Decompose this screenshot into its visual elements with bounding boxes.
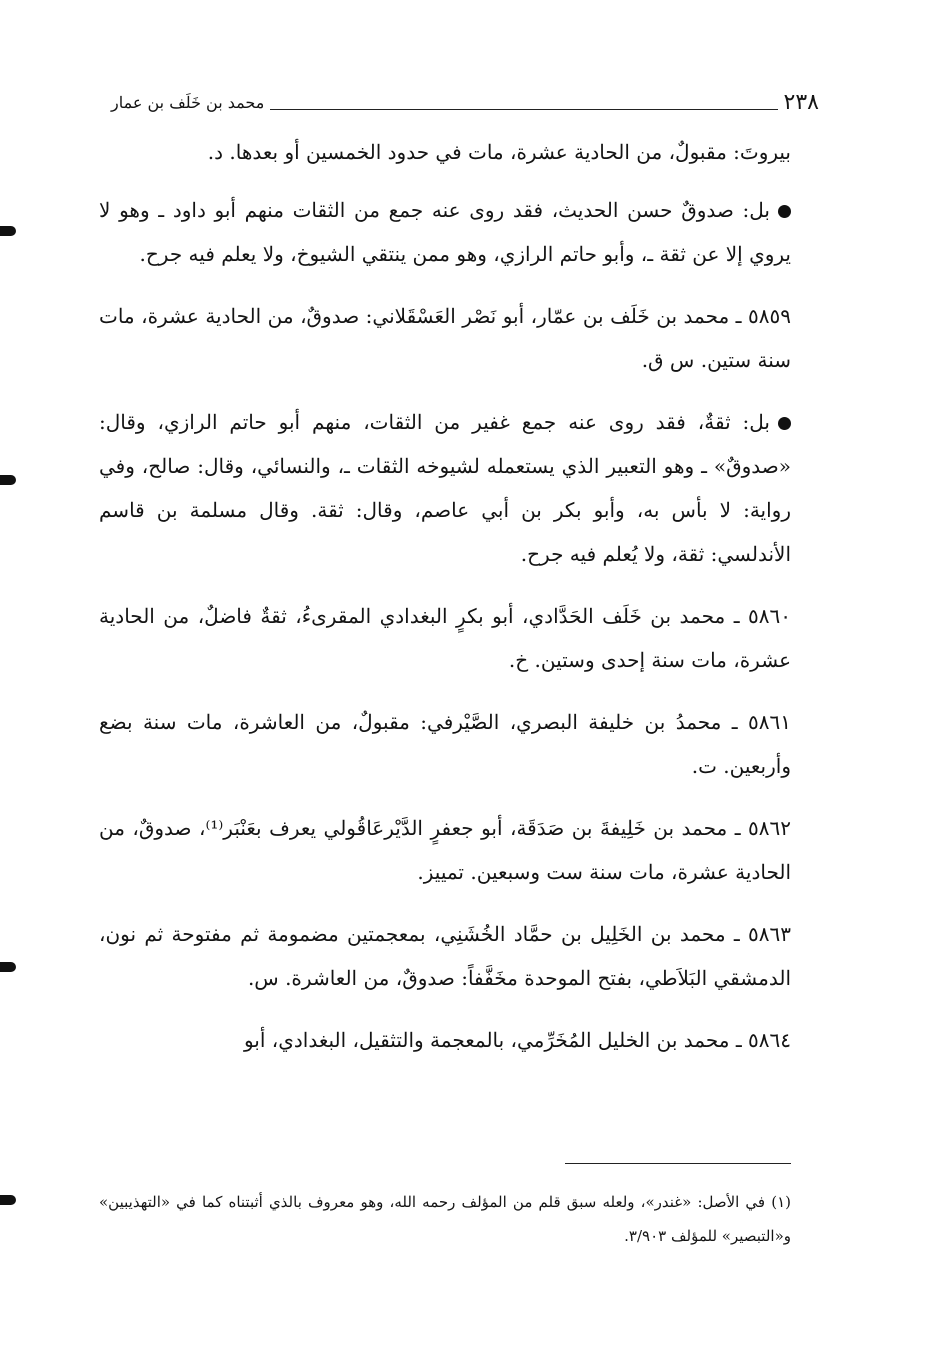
- paragraph-text: ٥٨٥٩ ـ محمد بن خَلَف بن عمّار، أبو نَصْر العَسْقَلاني: صدوقٌ، من الحادية عشرة، مات سنة ستين. س ق.: [99, 304, 791, 372]
- paragraph-annotation: [99, 400, 791, 576]
- entry-5860: [99, 594, 791, 682]
- entry-5863: [99, 912, 791, 1000]
- paragraph-text: ٥٨٦١ ـ محمدُ بن خليفة البصري، الصَّيْرفي: مقبولٌ، من العاشرة، مات سنة بضع وأربعين. ت.: [99, 710, 791, 778]
- header-rule: [270, 109, 777, 110]
- scan-edge-mark: [0, 1195, 16, 1205]
- footnote-rule: [565, 1163, 791, 1164]
- bullet-icon: [778, 417, 791, 430]
- paragraph-text: ٥٨٦٤ ـ محمد بن الخليل المُخَرِّمي، بالمعجمة والتثقيل، البغدادي، أبو: [243, 1028, 791, 1052]
- paragraph-text: بل: صدوقٌ حسن الحديث، فقد روى عنه جمع من الثقات منهم أبو داود ـ وهو لا يروي إلا عن ثقة ـ، وأبو حاتم الرازي، وهو ممن ينتقي الشيوخ، ولا يعلم فيه جرح.: [99, 198, 791, 266]
- entry-5859: [99, 294, 791, 382]
- entry-5861: [99, 700, 791, 788]
- main-text: [99, 130, 791, 1080]
- paragraph-annotation: [99, 188, 791, 276]
- paragraph-text: بل: ثقةٌ، فقد روى عنه جمع غفير من الثقات، منهم أبو حاتم الرازي، وقال: «صدوقٌ» ـ وهو التعبير الذي يستعمله لشيوخه الثقات ـ، والنسائي، وقال: صالح، وفي رواية: لا بأس به، وأبو بكر بن أبي عاصم، وقال: ثقة. وقال مسلمة بن قاسم الأندلسي: ثقة، ولا يُعلم فيه جرح.: [99, 410, 791, 566]
- running-head: محمد بن خَلَف بن عمار: [111, 93, 265, 112]
- entry-5864: [99, 1018, 791, 1062]
- scan-edge-mark: [0, 962, 16, 972]
- entry-5862: [99, 806, 791, 894]
- footnote: (١) في الأصل: «غندر»، ولعله سبق قلم من المؤلف رحمه الله، وهو معروف بالذي أثبتناه كما في «التهذيبين» و«التبصير» للمؤلف ٣/٩٠٣.: [99, 1193, 791, 1245]
- bullet-icon: [778, 205, 791, 218]
- scan-edge-mark: [0, 226, 16, 236]
- paragraph-text: ٥٨٦٢ ـ محمد بن خَلِيفةَ بن صَدَقَة، أبو جعفرٍ الدَّيْرعَاقُولي يعرف بعَنْبَر⁽¹⁾، صدوقٌ، من الحادية عشرة، مات سنة ست وسبعين. تمييز.: [99, 816, 791, 884]
- paragraph-text: ٥٨٦٣ ـ محمد بن الخَلِيل بن حمَّاد الخُشَنِي، بمعجمتين مضمومة ثم مفتوحة ثم نون، الدمشقي البَلاَطي، بفتح الموحدة مخَفَّفاً: صدوقٌ، من العاشرة. س.: [99, 922, 791, 990]
- page-header: [111, 86, 819, 116]
- paragraph-text: بيروتَ: مقبولٌ، من الحادية عشرة، مات في حدود الخمسين أو بعدها. د.: [207, 140, 791, 164]
- paragraph: [99, 130, 791, 174]
- scan-edge-mark: [0, 475, 16, 485]
- paragraph-text: ٥٨٦٠ ـ محمد بن خَلَف الحَدَّادي، أبو بكرٍ البغدادي المقرىءُ، ثقةٌ فاضلٌ، من الحادية عشرة، مات سنة إحدى وستين. خ.: [99, 604, 791, 672]
- page-number: ٢٣٨: [783, 90, 819, 115]
